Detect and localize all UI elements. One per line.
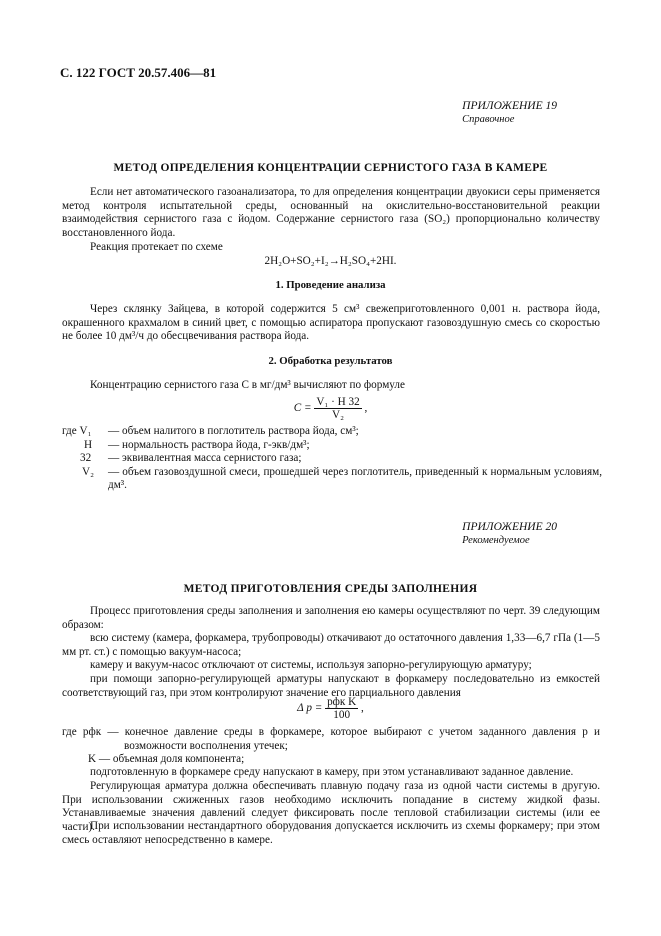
section-analysis-heading: 1. Проведение анализа (275, 279, 386, 291)
appendix-19-title: ПРИЛОЖЕНИЕ 19 (462, 100, 557, 112)
where-list-2 (62, 726, 600, 767)
where-item (62, 439, 602, 453)
formula-denominator: V₂ (332, 409, 344, 421)
appendix-20-title: ПРИЛОЖЕНИЕ 20 (462, 521, 557, 533)
where-symbol: 32 (80, 452, 92, 465)
procedure-paragraph-2: всю систему (камера, форкамера, трубопроводы) откачивают до остаточного давления 1,33—6,7 гПа (1—5 мм рт. ст.) с помощью вакуум-насоса; (62, 632, 600, 658)
formula-lhs: Δ p = (297, 702, 323, 715)
where-text: — объем налитого в поглотитель раствора йода, см³; (108, 425, 359, 437)
appendix-20-type: Рекомендуемое (462, 535, 530, 546)
where-item (62, 466, 602, 493)
formula-numerator: pфк K (327, 696, 357, 708)
formula-concentration (0, 396, 661, 421)
procedure-paragraph-6: Регулирующая арматура должна обеспечивать плавную подачу газа из одной части системы в другую. При использовании сжиженных газов необходимо исключить попадание в систему жидкой фазы. Устанавливаемые значения давлений следует фиксировать после тепловой стабилизации системы (или ее части). (62, 780, 600, 833)
where-item (62, 452, 602, 466)
where-item (62, 425, 602, 439)
formula-fraction (325, 696, 358, 721)
section-results-heading: 2. Обработка результатов (268, 355, 393, 367)
where-list-1 (62, 425, 602, 493)
where-symbol: где V₁ (62, 425, 92, 437)
scheme-intro: Реакция протекает по схеме (90, 241, 223, 253)
formula-denominator: 100 (333, 709, 351, 721)
analysis-paragraph: Через склянку Зайцева, в которой содержится 5 см³ свежеприготовленного 0,001 н. раствора йода, окрашенного крахмалом в синий цвет, с помощью аспиратора пропускают газовоздушную смесь со скоростью не более 10 дм³/ч до обесцвечивания раствора йода. (62, 303, 600, 343)
formula-lhs: C = (293, 402, 312, 415)
formula-tail: , (364, 402, 368, 415)
intro-paragraph: Если нет автоматического газоанализатора, то для определения концентрации двуокиси серы применяется метод контроля испытательной среды, основанный на окислительно-восстановительной реакции взаимодействия сернистого газа с йодом. Содержание сернистого газа (SO₂) пропорционально количеству восстановленного йода. (62, 186, 600, 239)
procedure-paragraph-5: подготовленную в форкамере среду напускают в камеру, при этом устанавливают заданное давление. (90, 766, 574, 778)
procedure-paragraph-3: камеру и вакуум-насос отключают от системы, используя запорно-регулирующую арматуру; (90, 659, 532, 671)
page-header: С. 122 ГОСТ 20.57.406—81 (60, 65, 217, 80)
appendix-19-label (462, 100, 557, 126)
concentration-intro: Концентрацию сернистого газа С в мг/дм³ вычисляют по формуле (90, 379, 405, 391)
formula-fraction (314, 396, 361, 421)
where-symbol: V₂ (82, 465, 94, 478)
where-text: — эквивалентная масса сернистого газа; (108, 452, 302, 465)
formula-pressure (0, 696, 661, 721)
procedure-paragraph-7: При использовании нестандартного оборудования допускается исключить из схемы форкамеру; при этом смесь оставляют непосредственно в камере. (62, 820, 600, 846)
reaction-equation: 2H₂O+SO₂+I₂→H₂SO₄+2HI. (264, 255, 397, 267)
procedure-paragraph-1: Процесс приготовления среды заполнения и заполнения ею камеры осуществляют по черт. 39 следующим образом: (62, 605, 600, 631)
where-item-k: K — объемная доля компонента; (88, 753, 245, 766)
where-item-pfk: где pфк — конечное давление среды в форкамере, которое выбирают с учетом заданного давления p и возможности восполнения утечек; (62, 726, 600, 752)
where-text: — нормальность раствора йода, г-экв/дм³; (108, 438, 310, 451)
section-title-sulfur: МЕТОД ОПРЕДЕЛЕНИЯ КОНЦЕНТРАЦИИ СЕРНИСТОГО ГАЗА В КАМЕРЕ (113, 162, 548, 174)
where-text: — объем газовоздушной смеси, прошедшей через поглотитель, приведенный к нормальным условиям, дм³. (108, 465, 602, 492)
formula-tail: , (361, 702, 364, 715)
formula-numerator: V₁ · H 32 (316, 396, 360, 408)
appendix-20-label (462, 521, 557, 547)
appendix-19-type: Справочное (462, 114, 515, 125)
section-title-medium: МЕТОД ПРИГОТОВЛЕНИЯ СРЕДЫ ЗАПОЛНЕНИЯ (183, 583, 478, 595)
where-symbol: H (84, 438, 93, 451)
procedure-paragraph-4: при помощи запорно-регулирующей арматуры напускают в форкамеру последовательно из емкостей соответствующий газ, при этом контролируют значение его парциального давления (62, 673, 600, 699)
